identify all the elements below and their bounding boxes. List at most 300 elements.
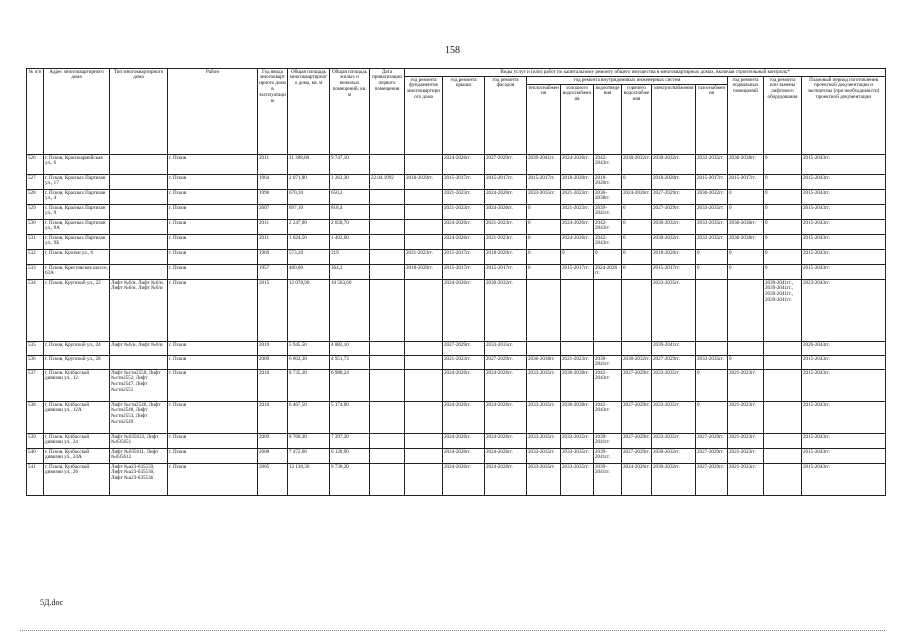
cell-elevator-year: 0 <box>764 190 802 205</box>
cell-house-type: Лифт №6/и, Лифт №6/и, Лифт №6/и, Лифт №6/и <box>110 280 168 342</box>
cell-house-type: Лифт №035632, Лифт №035651 <box>110 434 168 449</box>
header-year-built: Год ввода многоквартирного дома в эксплуатацию <box>258 69 288 155</box>
cell-total-area: 2 247,00 <box>288 220 330 235</box>
cell-sewer-year: 2039-2041гг. <box>594 434 622 449</box>
header-cold-water: холодного водоснабжения <box>561 85 594 155</box>
cell-house-type <box>110 205 168 220</box>
table-row <box>27 205 886 220</box>
cell-hot-water-year: 0 <box>622 220 652 235</box>
cell-foundation-year <box>405 402 443 434</box>
cell-foundation-year <box>405 449 443 464</box>
cell-district: г. Псков <box>168 356 258 370</box>
cell-year-built: 1996 <box>258 190 288 205</box>
header-gas: газоснабжения <box>696 85 728 155</box>
cell-basement-year: 2021-2023гг. <box>728 449 764 464</box>
cell-foundation-year <box>405 342 443 356</box>
cell-basement-year: 0 <box>728 250 764 265</box>
cell-address: г. Псков, Крупской ул., 28 <box>44 356 110 370</box>
cell-living-area: 1 492,00 <box>330 235 370 250</box>
cell-project-docs-period: 2015-2043гг. <box>802 449 886 464</box>
cell-basement-year: 2036-2038гг. <box>728 155 764 175</box>
cell-electric-year: 2033-2035гг. <box>652 280 696 342</box>
cell-gas-year: 2027-2029гг. <box>696 464 728 496</box>
cell-total-area: 400,00 <box>288 265 330 280</box>
cell-cold-water-year: 2036-2038гг. <box>561 402 594 434</box>
cell-hot-water-year: 0 <box>622 250 652 265</box>
cell-electric-year: 2027-2029гг. <box>652 356 696 370</box>
table-row <box>27 250 886 265</box>
cell-row-number: 538 <box>27 402 44 434</box>
cell-facade-year: 2024-2026гг. <box>485 190 527 205</box>
cell-electric-year: 2033-2035гг. <box>652 434 696 449</box>
table-row <box>27 190 886 205</box>
cell-hot-water-year: 2030-2032гг. <box>622 356 652 370</box>
header-project-docs: Плановый период изготовления проектной документации и экспертизы (при необходимости) проектной документации <box>802 77 886 155</box>
cell-house-type <box>110 265 168 280</box>
header-facade: год ремонта фасадов <box>485 77 527 155</box>
cell-year-built: 2010 <box>258 402 288 434</box>
cell-elevator-year <box>764 342 802 356</box>
cell-heat-year: 2033-2035гг. <box>527 449 561 464</box>
cell-facade-year: 2024-2026гг. <box>485 464 527 496</box>
cell-gas-year: 2033-2035гг. <box>696 235 728 250</box>
cell-living-area: 9 747,10 <box>330 155 370 175</box>
cell-electric-year: 2027-2029гг. <box>652 190 696 205</box>
cell-row-number: 531 <box>27 235 44 250</box>
cell-foundation-year <box>405 155 443 175</box>
cell-year-built: 1957 <box>258 265 288 280</box>
cell-sewer-year: 2024-2026 гг. <box>594 265 622 280</box>
cell-roof-year: 2024-2026гг. <box>443 464 485 496</box>
cell-roof-year: 2027-2029гг. <box>443 342 485 356</box>
header-district: Район <box>168 69 258 155</box>
table-body <box>27 155 886 496</box>
cell-privatization-date <box>370 402 405 434</box>
cell-project-docs-period: 2015-2043гг. <box>802 250 886 265</box>
cell-facade-year: 2015-2017гг. <box>485 175 527 190</box>
cell-electric-year: 2039-2041гг. <box>652 342 696 356</box>
cell-heat-year: 0 <box>527 235 561 250</box>
cell-year-built: 2005 <box>258 464 288 496</box>
cell-elevator-year: 0 <box>764 265 802 280</box>
table-row <box>27 464 886 496</box>
cell-electric-year: 2033-2035гг. <box>652 370 696 402</box>
cell-living-area: 818,4 <box>330 205 370 220</box>
cell-gas-year: 2027-2029гг. <box>696 434 728 449</box>
cell-project-docs-period: 2026-2043гг. <box>802 342 886 356</box>
cell-basement-year: 2036-2038гг. <box>728 235 764 250</box>
cell-year-built: 2009 <box>258 356 288 370</box>
cell-row-number: 533 <box>27 265 44 280</box>
table-row <box>27 265 886 280</box>
cell-heat-year: 2015-2017гг. <box>527 175 561 190</box>
cell-cold-water-year: 2024-2026гг. <box>561 235 594 250</box>
table-row <box>27 175 886 190</box>
cell-gas-year: 0 <box>696 250 728 265</box>
cell-total-area: 1 624,50 <box>288 235 330 250</box>
cell-cold-water-year: 2018-2020гг. <box>561 175 594 190</box>
cell-privatization-date <box>370 250 405 265</box>
cell-roof-year: 2024-2026гг. <box>443 220 485 235</box>
cell-facade-year: 2024-2026гг. <box>485 402 527 434</box>
cell-electric-year: 2018-2020гг. <box>652 250 696 265</box>
cell-heat-year: 2039-2041гг. <box>527 155 561 175</box>
cell-basement-year: 0 <box>728 205 764 220</box>
cell-cold-water-year: 2033-2035гг. <box>561 449 594 464</box>
cell-foundation-year: 2018-2020гг. <box>405 175 443 190</box>
cell-row-number: 536 <box>27 356 44 370</box>
cell-roof-year: 2024-2026гг. <box>443 155 485 175</box>
header-address: Адрес многоквартирного дома <box>44 69 110 155</box>
cell-year-built: 2009 <box>258 434 288 449</box>
cell-project-docs-period: 2015-2043гг. <box>802 370 886 402</box>
cell-address: г. Псков, Крупской ул., 24 <box>44 342 110 356</box>
header-num: № п/п <box>27 69 44 155</box>
table-row <box>27 235 886 250</box>
cell-hot-water-year: 0 <box>622 265 652 280</box>
cell-heat-year: 0 <box>527 220 561 235</box>
header-sewer: водоотведения <box>594 85 622 155</box>
cell-roof-year: 2024-2026гг. <box>443 280 485 342</box>
cell-hot-water-year: 2027-2029гг. <box>622 449 652 464</box>
cell-total-area: 8 760,30 <box>288 434 330 449</box>
housing-repair-table <box>26 68 886 496</box>
cell-cold-water-year: 2036-2038гг. <box>561 370 594 402</box>
cell-address: г. Псков, Красных Партизан ул., 9Б <box>44 235 110 250</box>
cell-privatization-date <box>370 449 405 464</box>
cell-privatization-date <box>370 434 405 449</box>
cell-district: г. Псков <box>168 235 258 250</box>
cell-sewer-year: 2042-2043гг. <box>594 370 622 402</box>
cell-district: г. Псков <box>168 434 258 449</box>
header-basement: год ремонта подвальных помещений <box>728 77 764 155</box>
cell-sewer-year <box>594 280 622 342</box>
cell-cold-water-year: 2024-2026гг. <box>561 155 594 175</box>
cell-gas-year <box>696 342 728 356</box>
cell-basement-year <box>728 342 764 356</box>
cell-hot-water-year: 0 <box>622 205 652 220</box>
cell-address: г. Псков, Красных Партизан ул., 17 <box>44 175 110 190</box>
cell-house-type <box>110 235 168 250</box>
cell-foundation-year: 2021-2023гг. <box>405 250 443 265</box>
cell-roof-year: 2024-2026гг. <box>443 235 485 250</box>
cell-cold-water-year: 2021-2023гг. <box>561 190 594 205</box>
cell-privatization-date <box>370 155 405 175</box>
cell-roof-year: 2015-2017гг. <box>443 175 485 190</box>
cell-basement-year: 2021-2023гг. <box>728 370 764 402</box>
cell-project-docs-period: 2015-2043гг. <box>802 235 886 250</box>
cell-gas-year: 2033-2035гг. <box>696 155 728 175</box>
cell-facade-year: 2027-2029гг. <box>485 155 527 175</box>
cell-total-area: 7 472,68 <box>288 449 330 464</box>
cell-elevator-year: 0 <box>764 155 802 175</box>
cell-privatization-date <box>370 370 405 402</box>
header-privatization-date: Дата приватизации первого помещения <box>370 69 405 155</box>
cell-roof-year: 2024-2026гг. <box>443 434 485 449</box>
cell-hot-water-year: 2027-2029гг. <box>622 434 652 449</box>
table-row <box>27 342 886 356</box>
header-hot-water: горячего водоснабжения <box>622 85 652 155</box>
cell-project-docs-period: 2015-2043гг. <box>802 402 886 434</box>
cell-project-docs-period: 2015-2043гг. <box>802 464 886 496</box>
page-number: 158 <box>445 45 460 56</box>
cell-cold-water-year: 0 <box>561 250 594 265</box>
cell-privatization-date <box>370 220 405 235</box>
cell-basement-year: 2015-2017гг. <box>728 175 764 190</box>
cell-district: г. Псков <box>168 220 258 235</box>
cell-electric-year: 2015-2017гг. <box>652 265 696 280</box>
cell-electric-year: 2033-2035гг. <box>652 402 696 434</box>
cell-row-number: 539 <box>27 434 44 449</box>
cell-address: г. Псков, Красных Партизан ул., 4 <box>44 190 110 205</box>
cell-heat-year: 2033-2035гг. <box>527 434 561 449</box>
cell-heat-year: 0 <box>527 250 561 265</box>
cell-electric-year: 2030-2032гг. <box>652 220 696 235</box>
cell-heat-year: 0 <box>527 265 561 280</box>
cell-project-docs-period: 2015-2043гг. <box>802 265 886 280</box>
cell-year-built: 2019 <box>258 342 288 356</box>
cell-elevator-year: 0 <box>764 235 802 250</box>
page-bottom-divider <box>20 630 885 631</box>
cell-living-area: 650,2 <box>330 190 370 205</box>
table-row <box>27 402 886 434</box>
cell-total-area: 6 602,30 <box>288 356 330 370</box>
cell-living-area: 10 563,60 <box>330 280 370 342</box>
cell-year-built: 2008 <box>258 449 288 464</box>
cell-living-area: 9 730,20 <box>330 464 370 496</box>
cell-sewer-year: 2039-2041гг. <box>594 205 622 220</box>
cell-district: г. Псков <box>168 250 258 265</box>
cell-year-built: 1969 <box>258 250 288 265</box>
cell-privatization-date <box>370 265 405 280</box>
cell-privatization-date <box>370 190 405 205</box>
cell-house-type: Лифт №а23-035559, Лифт №а23-035530, Лифт №а23-035536 <box>110 464 168 496</box>
cell-electric-year: 2030-2032гг. <box>652 235 696 250</box>
cell-project-docs-period: 2015-2043гг. <box>802 175 886 190</box>
cell-sewer-year: 2042-2043гг. <box>594 235 622 250</box>
cell-living-area: 319 <box>330 250 370 265</box>
cell-district: г. Псков <box>168 342 258 356</box>
cell-elevator-year <box>764 402 802 434</box>
cell-facade-year: 2021-2023гг. <box>485 235 527 250</box>
cell-electric-year: 2030-2032гг. <box>652 449 696 464</box>
footer-filename: 5Д.doc <box>40 598 64 607</box>
cell-foundation-year <box>405 434 443 449</box>
cell-privatization-date <box>370 342 405 356</box>
cell-total-area: 573,30 <box>288 250 330 265</box>
cell-row-number: 541 <box>27 464 44 496</box>
cell-project-docs-period: 2015-2043гг. <box>802 155 886 175</box>
cell-privatization-date <box>370 280 405 342</box>
cell-hot-water-year: 2024-2026гг. <box>622 190 652 205</box>
table-row <box>27 370 886 402</box>
cell-heat-year <box>527 342 561 356</box>
cell-basement-year: 2036-2038гг. <box>728 220 764 235</box>
cell-sewer-year: 2039-2041гг. <box>594 464 622 496</box>
cell-basement-year: 0 <box>728 356 764 370</box>
cell-total-area: 12 078,90 <box>288 280 330 342</box>
cell-project-docs-period: 2015-2043гг. <box>802 356 886 370</box>
cell-year-built: 2010 <box>258 370 288 402</box>
cell-heat-year: 2033-2035гг. <box>527 370 561 402</box>
cell-roof-year: 2015-2017гг. <box>443 265 485 280</box>
cell-row-number: 530 <box>27 220 44 235</box>
cell-year-built: 2015 <box>258 280 288 342</box>
cell-gas-year: 2033-2035гг. <box>696 205 728 220</box>
cell-hot-water-year <box>622 280 652 342</box>
cell-elevator-year: 0 <box>764 220 802 235</box>
table-row <box>27 280 886 342</box>
cell-elevator-year <box>764 434 802 449</box>
cell-district: г. Псков <box>168 402 258 434</box>
cell-project-docs-period: 2015-2043гг. <box>802 205 886 220</box>
cell-project-docs-period: 2015-2043гг. <box>802 190 886 205</box>
cell-facade-year: 2024-2026гг. <box>485 449 527 464</box>
cell-house-type: Лифт №035611, Лифт №035612 <box>110 449 168 464</box>
cell-foundation-year <box>405 220 443 235</box>
table-row <box>27 155 886 175</box>
cell-sewer-year: 2039-2041гг. <box>594 449 622 464</box>
cell-total-area: 897,10 <box>288 205 330 220</box>
cell-year-built: 2011 <box>258 220 288 235</box>
cell-elevator-year <box>764 449 802 464</box>
cell-sewer-year <box>594 342 622 356</box>
cell-heat-year <box>527 280 561 342</box>
cell-total-area: 2 071,80 <box>288 175 330 190</box>
cell-house-type: Лифт №сти2546, Лифт №сти2548, Лифт №сти2553, Лифт №сти2549 <box>110 402 168 434</box>
cell-sewer-year: 2039-2041гг. <box>594 356 622 370</box>
cell-total-area: 11 308,80 <box>288 155 330 175</box>
cell-address: г. Псков, Кузбасской дивизии ул., 12А <box>44 402 110 434</box>
cell-year-built: 2007 <box>258 205 288 220</box>
cell-heat-year: 2033-2035гг. <box>527 402 561 434</box>
cell-year-built: 2011 <box>258 235 288 250</box>
cell-elevator-year: 0 <box>764 205 802 220</box>
cell-basement-year: 0 <box>728 265 764 280</box>
cell-sewer-year: 0 <box>594 250 622 265</box>
cell-house-type <box>110 356 168 370</box>
cell-district: г. Псков <box>168 205 258 220</box>
cell-roof-year: 2021-2023гг. <box>443 205 485 220</box>
cell-sewer-year: 2042-2043гг. <box>594 220 622 235</box>
cell-foundation-year <box>405 190 443 205</box>
cell-sewer-year: 2036-2038гг. <box>594 190 622 205</box>
cell-district: г. Псков <box>168 370 258 402</box>
cell-elevator-year: 2039-2041гг., 2039-2041гг., 2039-2041гг., 2039-2041гг. <box>764 280 802 342</box>
cell-house-type <box>110 250 168 265</box>
cell-total-area: 8 735,30 <box>288 370 330 402</box>
cell-house-type: Лифт №сти2550, Лифт №сти2552, Лифт №сти2547, Лифт №сти2551 <box>110 370 168 402</box>
cell-district: г. Псков <box>168 190 258 205</box>
cell-elevator-year: 0 <box>764 175 802 190</box>
cell-gas-year: 2027-2029гг. <box>696 449 728 464</box>
cell-heat-year: 2033-2035гг. <box>527 190 561 205</box>
cell-address: г. Псков, Кузбасской дивизии ул., 12 <box>44 370 110 402</box>
cell-foundation-year <box>405 370 443 402</box>
cell-elevator-year: 0 <box>764 250 802 265</box>
cell-address: г. Псков, Красных Партизан ул., 9 <box>44 205 110 220</box>
cell-row-number: 535 <box>27 342 44 356</box>
cell-heat-year: 2036-2038гг. <box>527 356 561 370</box>
cell-facade-year: 2024-2026гг. <box>485 205 527 220</box>
cell-electric-year: 2027-2029гг. <box>652 205 696 220</box>
cell-living-area: 7 397,30 <box>330 434 370 449</box>
cell-house-type <box>110 155 168 175</box>
cell-address: г. Псков, Красных Партизан ул., 9А <box>44 220 110 235</box>
cell-hot-water-year: 0 <box>622 235 652 250</box>
header-living-area: Общая площадь жилых и нежилых помещений, кв. м <box>330 69 370 155</box>
cell-cold-water-year: 2024-2026гг. <box>561 220 594 235</box>
cell-basement-year: 2021-2023гг. <box>728 402 764 434</box>
header-heat: теплоснабжения <box>527 85 561 155</box>
cell-total-area: 5 945,50 <box>288 342 330 356</box>
cell-privatization-date: 22.04.1992 <box>370 175 405 190</box>
header-electric: электроснабжения <box>652 85 696 155</box>
header-roof: год ремонта крыши <box>443 77 485 155</box>
cell-gas-year: 0 <box>696 370 728 402</box>
header-type: Тип многоквартирного дома <box>110 69 168 155</box>
cell-living-area: 364,3 <box>330 265 370 280</box>
cell-elevator-year <box>764 356 802 370</box>
cell-row-number: 532 <box>27 250 44 265</box>
cell-basement-year <box>728 280 764 342</box>
cell-total-area: 6 467,50 <box>288 402 330 434</box>
cell-living-area: 1 263,30 <box>330 175 370 190</box>
cell-roof-year: 2024-2026гг. <box>443 449 485 464</box>
cell-electric-year: 2030-2032гг. <box>652 464 696 496</box>
cell-address: г. Псков, Кротки ул., 6 <box>44 250 110 265</box>
table-row <box>27 434 886 449</box>
cell-heat-year: 0 <box>527 205 561 220</box>
cell-privatization-date <box>370 205 405 220</box>
cell-row-number: 528 <box>27 190 44 205</box>
cell-privatization-date <box>370 356 405 370</box>
cell-elevator-year <box>764 464 802 496</box>
cell-facade-year: 2015-2017гг. <box>485 265 527 280</box>
cell-basement-year: 2021-2023гг. <box>728 434 764 449</box>
cell-living-area: 5 174,00 <box>330 402 370 434</box>
cell-living-area: 4 882,10 <box>330 342 370 356</box>
cell-facade-year: 2024-2026гг. <box>485 370 527 402</box>
cell-foundation-year <box>405 464 443 496</box>
cell-cold-water-year: 2033-2035гг. <box>561 464 594 496</box>
cell-hot-water-year: 2030-2032гг. <box>622 155 652 175</box>
cell-foundation-year <box>405 280 443 342</box>
cell-row-number: 540 <box>27 449 44 464</box>
table-row <box>27 449 886 464</box>
cell-electric-year: 2030-2032гг. <box>652 155 696 175</box>
cell-project-docs-period: 2023-2043гг. <box>802 280 886 342</box>
header-total-area: Общая площадь многоквартирного дома, кв. м <box>288 69 330 155</box>
cell-row-number: 537 <box>27 370 44 402</box>
cell-district: г. Псков <box>168 155 258 175</box>
cell-privatization-date <box>370 464 405 496</box>
cell-roof-year: 2024-2026гг. <box>443 370 485 402</box>
cell-living-area: 6 988,24 <box>330 370 370 402</box>
cell-facade-year: 2024-2026гг. <box>485 434 527 449</box>
cell-facade-year: 2021-2023гг. <box>485 220 527 235</box>
cell-living-area: 2 058,70 <box>330 220 370 235</box>
cell-house-type <box>110 220 168 235</box>
cell-total-area: 670,10 <box>288 190 330 205</box>
cell-address: г. Псков, Кузбасской дивизии ул., 24А <box>44 449 110 464</box>
cell-row-number: 529 <box>27 205 44 220</box>
cell-address: г. Псков, Крупской ул., 22 <box>44 280 110 342</box>
cell-year-built: 2011 <box>258 155 288 175</box>
cell-hot-water-year: 0 <box>622 175 652 190</box>
header-foundation: год ремонта фундаментов многоквартирного дома <box>405 77 443 155</box>
cell-gas-year: 2033-2035гг. <box>696 356 728 370</box>
